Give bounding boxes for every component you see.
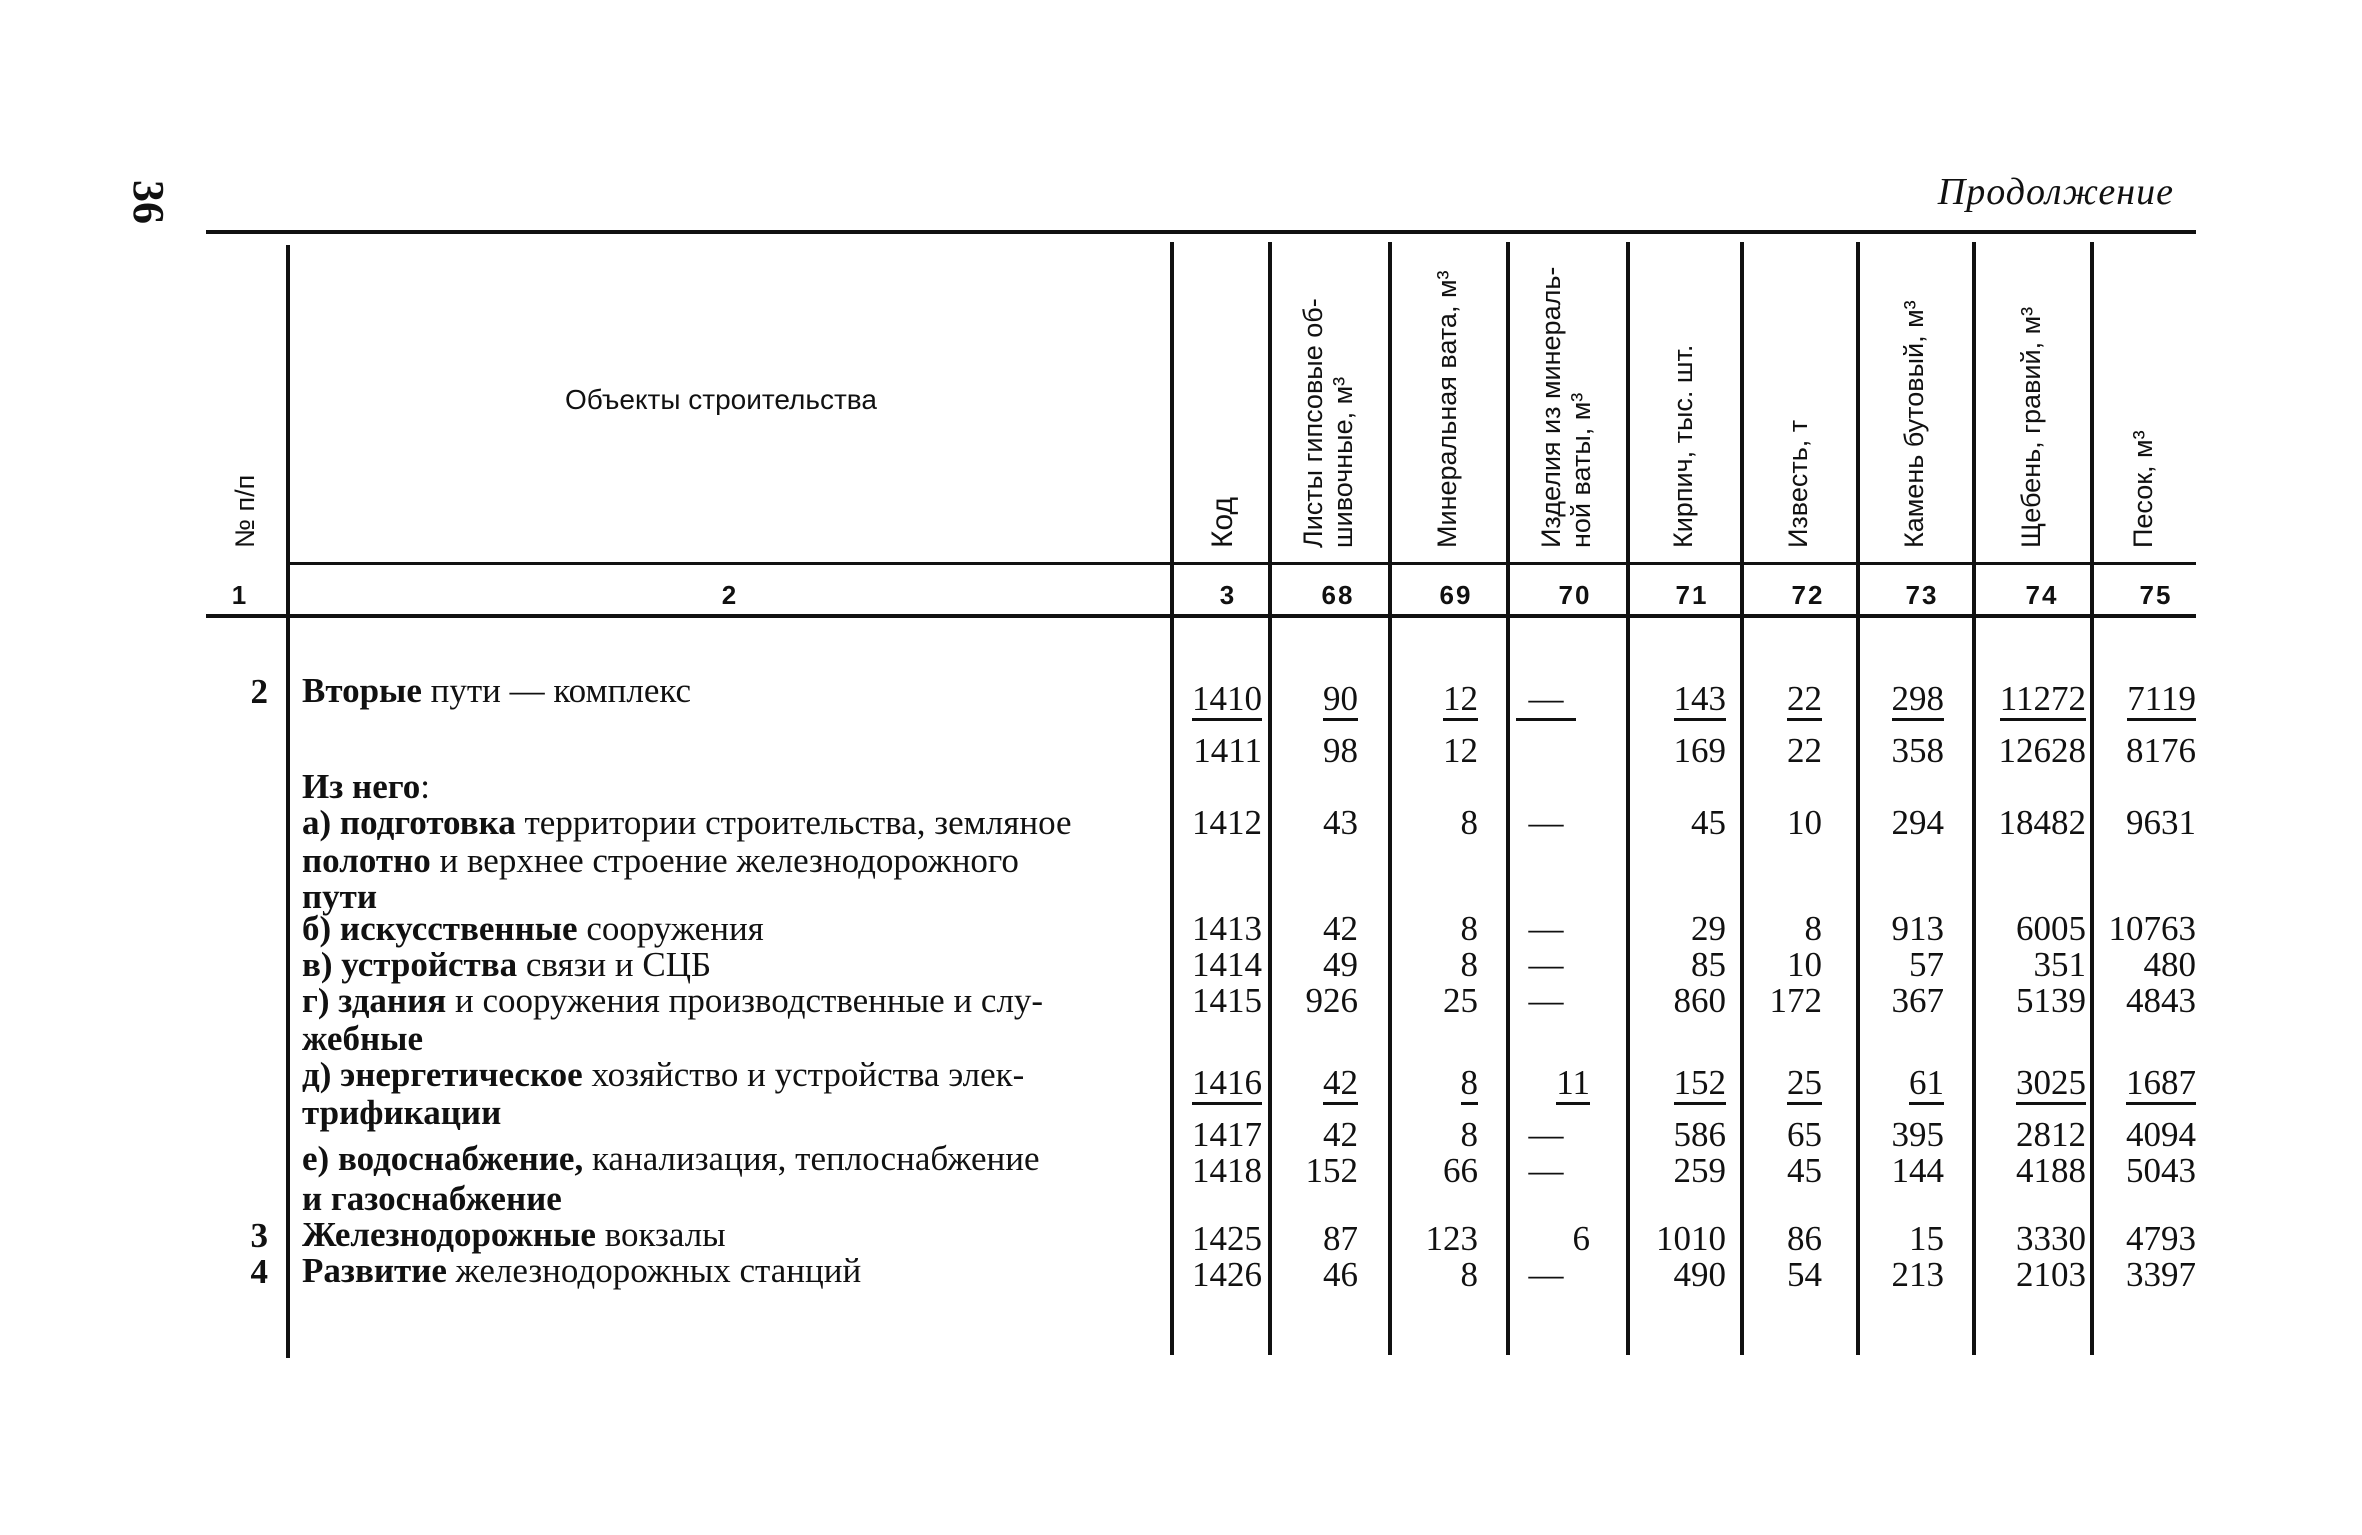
object-label-bold: г) здания bbox=[302, 981, 447, 1020]
header-material-line: Щебень, гравий, м³ bbox=[2016, 306, 2046, 548]
value-cell: 87 bbox=[1323, 1219, 1358, 1258]
value-cell: 8 bbox=[1460, 1255, 1478, 1294]
value-cell: 10 bbox=[1787, 803, 1822, 842]
value-cell: 3330 bbox=[2016, 1219, 2086, 1258]
value-cell: 123 bbox=[1425, 1219, 1478, 1258]
header-material bbox=[1668, 345, 1698, 548]
row-number: 4 bbox=[250, 1252, 268, 1291]
value-cell: 22 bbox=[1787, 731, 1822, 770]
value-cell: 22 bbox=[1787, 680, 1822, 721]
value-cell: 2812 bbox=[2016, 1115, 2086, 1154]
column-divider bbox=[1856, 242, 1860, 1355]
object-label-bold: жебные bbox=[302, 1019, 423, 1058]
value-cell: 913 bbox=[1891, 909, 1944, 948]
value-cell: 8 bbox=[1460, 1115, 1478, 1154]
header-material bbox=[1432, 270, 1462, 548]
value-cell: 294 bbox=[1891, 803, 1944, 842]
header-material-line: ной ваты, м³ bbox=[1566, 392, 1596, 548]
value-cell: 8 bbox=[1461, 1064, 1479, 1105]
value-cell: — bbox=[1528, 909, 1564, 948]
value-cell: 5043 bbox=[2126, 1151, 2196, 1190]
object-label-rest: : bbox=[420, 767, 430, 806]
value-cell: 12 bbox=[1443, 731, 1478, 770]
value-cell: 926 bbox=[1305, 981, 1358, 1020]
header-material-line: шивочные, м³ bbox=[1328, 376, 1358, 548]
value-cell: — bbox=[1528, 945, 1564, 984]
column-number: 2 bbox=[721, 580, 739, 610]
header-material-line: Минеральная вата, м³ bbox=[1432, 270, 1462, 548]
header-material bbox=[1298, 298, 1358, 548]
header-material bbox=[1783, 420, 1813, 548]
value-cell: 152 bbox=[1674, 1064, 1727, 1105]
object-label bbox=[302, 768, 430, 805]
value-cell: 490 bbox=[1673, 1255, 1726, 1294]
object-label-bold: д) энергетическое bbox=[302, 1055, 583, 1094]
value-cell: 85 bbox=[1691, 945, 1726, 984]
value-cell: 1010 bbox=[1656, 1219, 1726, 1258]
header-code: Код bbox=[1206, 496, 1239, 548]
value-cell: 3397 bbox=[2126, 1255, 2196, 1294]
object-label-bold: полотно bbox=[302, 841, 431, 880]
object-label-bold: Вторые bbox=[302, 671, 422, 710]
header-material-line: Камень бутовый, м³ bbox=[1899, 300, 1929, 548]
header-material-line: Песок, м³ bbox=[2128, 430, 2158, 548]
column-divider bbox=[1626, 242, 1630, 1355]
object-label-bold: е) водоснабжение, bbox=[302, 1139, 584, 1178]
column-divider bbox=[2090, 242, 2094, 1355]
value-cell: 11272 bbox=[2000, 680, 2086, 721]
column-divider bbox=[1268, 242, 1272, 1355]
value-cell: 586 bbox=[1673, 1115, 1726, 1154]
column-divider bbox=[1740, 242, 1744, 1355]
value-cell: 213 bbox=[1891, 1255, 1944, 1294]
column-numbers-rule bbox=[206, 614, 2196, 618]
header-bottom-rule bbox=[288, 562, 2196, 565]
value-cell: 12628 bbox=[1998, 731, 2086, 770]
value-cell: 4843 bbox=[2126, 981, 2196, 1020]
header-row-number: № п/п bbox=[230, 474, 260, 548]
object-label bbox=[302, 1094, 501, 1131]
value-cell: 4188 bbox=[2016, 1151, 2086, 1190]
value-cell: — bbox=[1528, 1115, 1564, 1154]
value-cell: 8176 bbox=[2126, 731, 2196, 770]
page-number: 36 bbox=[124, 180, 173, 224]
value-cell: 6 bbox=[1572, 1219, 1590, 1258]
value-cell: 43 bbox=[1323, 803, 1358, 842]
column-divider bbox=[1972, 242, 1976, 1355]
value-cell: 144 bbox=[1891, 1151, 1944, 1190]
object-label-rest: и сооружения производственные и слу- bbox=[446, 981, 1044, 1020]
value-cell: 25 bbox=[1443, 981, 1478, 1020]
object-label-bold: Развитие bbox=[302, 1251, 447, 1290]
table-top-rule bbox=[206, 230, 2196, 234]
column-number: 3 bbox=[1219, 580, 1237, 610]
object-label-bold: и газоснабжение bbox=[302, 1179, 562, 1218]
header-material-line: Известь, т bbox=[1783, 419, 1813, 548]
object-label-bold: трификации bbox=[302, 1093, 502, 1132]
header-material-line: Кирпич, тыс. шт. bbox=[1668, 344, 1698, 548]
value-cell: 298 bbox=[1892, 680, 1945, 721]
value-cell: 1687 bbox=[2126, 1064, 2196, 1105]
object-label-bold: пути bbox=[302, 877, 378, 916]
value-cell: 45 bbox=[1691, 803, 1726, 842]
header-material bbox=[1536, 267, 1596, 548]
value-cell: — bbox=[1516, 680, 1576, 721]
value-cell: 86 bbox=[1787, 1219, 1822, 1258]
value-cell: 4793 bbox=[2126, 1219, 2196, 1258]
value-cell: 10763 bbox=[2108, 909, 2196, 948]
value-cell: 480 bbox=[2143, 945, 2196, 984]
value-cell: 860 bbox=[1673, 981, 1726, 1020]
code-cell: 1410 bbox=[1192, 680, 1262, 721]
column-number: 71 bbox=[1675, 580, 1709, 610]
object-label-bold: а) подготовка bbox=[302, 803, 516, 842]
code-cell: 1413 bbox=[1192, 909, 1262, 948]
code-cell: 1426 bbox=[1192, 1255, 1262, 1294]
object-label-bold: в) устройства bbox=[302, 945, 518, 984]
column-number: 74 bbox=[2025, 580, 2059, 610]
value-cell: 172 bbox=[1769, 981, 1822, 1020]
column-number: 1 bbox=[231, 580, 249, 610]
object-label bbox=[302, 1252, 861, 1289]
object-label bbox=[302, 910, 764, 947]
value-cell: 9631 bbox=[2126, 803, 2196, 842]
object-label-rest: связи и СЦБ bbox=[517, 945, 712, 984]
value-cell: 46 bbox=[1323, 1255, 1358, 1294]
object-label-bold: Из него bbox=[302, 767, 421, 806]
object-label bbox=[302, 946, 711, 983]
column-number: 70 bbox=[1558, 580, 1592, 610]
column-number: 75 bbox=[2139, 580, 2173, 610]
header-material-line: Изделия из минераль- bbox=[1536, 266, 1566, 548]
code-cell: 1425 bbox=[1192, 1219, 1262, 1258]
object-label-bold: б) искусственные bbox=[302, 909, 578, 948]
code-cell: 1416 bbox=[1192, 1064, 1262, 1105]
value-cell: 367 bbox=[1891, 981, 1944, 1020]
value-cell: 42 bbox=[1323, 909, 1358, 948]
value-cell: 98 bbox=[1323, 731, 1358, 770]
value-cell: 152 bbox=[1305, 1151, 1358, 1190]
value-cell: 66 bbox=[1443, 1151, 1478, 1190]
object-label bbox=[302, 982, 1043, 1019]
value-cell: 18482 bbox=[1998, 803, 2086, 842]
value-cell: 358 bbox=[1891, 731, 1944, 770]
column-number: 69 bbox=[1439, 580, 1473, 610]
object-label-rest: и верхнее строение железнодорожного bbox=[430, 841, 1019, 880]
value-cell: — bbox=[1528, 1151, 1564, 1190]
value-cell: — bbox=[1528, 981, 1564, 1020]
value-cell: 12 bbox=[1443, 680, 1478, 721]
column-divider bbox=[1170, 242, 1174, 1355]
code-cell: 1415 bbox=[1192, 981, 1262, 1020]
value-cell: 57 bbox=[1909, 945, 1944, 984]
column-divider bbox=[286, 245, 290, 1358]
column-divider bbox=[1506, 242, 1510, 1355]
value-cell: 90 bbox=[1323, 680, 1358, 721]
value-cell: 10 bbox=[1787, 945, 1822, 984]
value-cell: 6005 bbox=[2016, 909, 2086, 948]
continuation-label: Продолжение bbox=[1937, 171, 2174, 213]
value-cell: 169 bbox=[1673, 731, 1726, 770]
object-label bbox=[302, 1020, 423, 1057]
column-divider bbox=[1388, 242, 1392, 1355]
row-number: 2 bbox=[250, 672, 268, 711]
value-cell: 7119 bbox=[2127, 680, 2196, 721]
value-cell: 42 bbox=[1323, 1064, 1358, 1105]
column-number: 73 bbox=[1905, 580, 1939, 610]
value-cell: 8 bbox=[1804, 909, 1822, 948]
value-cell: 8 bbox=[1460, 945, 1478, 984]
object-label-rest: пути — комплекс bbox=[421, 671, 692, 710]
object-label bbox=[302, 672, 691, 709]
object-label bbox=[302, 1140, 1040, 1177]
object-label-rest: железнодорожных станций bbox=[446, 1251, 862, 1290]
header-material bbox=[2016, 307, 2046, 548]
column-number: 72 bbox=[1791, 580, 1825, 610]
value-cell: 54 bbox=[1787, 1255, 1822, 1294]
header-material-line: Листы гипсовые об- bbox=[1298, 298, 1328, 548]
object-label-rest: хозяйство и устройства элек- bbox=[582, 1055, 1025, 1094]
value-cell: 29 bbox=[1691, 909, 1726, 948]
code-cell: 1411 bbox=[1193, 731, 1262, 770]
value-cell: 351 bbox=[2033, 945, 2086, 984]
value-cell: 395 bbox=[1891, 1115, 1944, 1154]
object-label bbox=[302, 1056, 1024, 1093]
value-cell: 259 bbox=[1673, 1151, 1726, 1190]
header-material bbox=[1899, 300, 1929, 548]
object-label bbox=[302, 1216, 726, 1253]
header-object: Объекты строительства bbox=[565, 384, 877, 415]
value-cell: 15 bbox=[1909, 1219, 1944, 1258]
object-label bbox=[302, 842, 1019, 879]
value-cell: 25 bbox=[1787, 1064, 1822, 1105]
header-material bbox=[2128, 430, 2158, 548]
object-label-rest: территории строительства, земляное bbox=[515, 803, 1072, 842]
object-label bbox=[302, 804, 1072, 841]
code-cell: 1417 bbox=[1192, 1115, 1262, 1154]
value-cell: 2103 bbox=[2016, 1255, 2086, 1294]
code-cell: 1412 bbox=[1192, 803, 1262, 842]
value-cell: 49 bbox=[1323, 945, 1358, 984]
value-cell: — bbox=[1528, 803, 1564, 842]
object-label-rest: сооружения bbox=[577, 909, 764, 948]
object-label bbox=[302, 1180, 562, 1217]
value-cell: 8 bbox=[1460, 909, 1478, 948]
value-cell: 42 bbox=[1323, 1115, 1358, 1154]
column-number: 68 bbox=[1321, 580, 1355, 610]
object-label-rest: вокзалы bbox=[595, 1215, 726, 1254]
value-cell: 61 bbox=[1909, 1064, 1944, 1105]
value-cell: 3025 bbox=[2016, 1064, 2086, 1105]
value-cell: 143 bbox=[1674, 680, 1727, 721]
value-cell: 45 bbox=[1787, 1151, 1822, 1190]
code-cell: 1418 bbox=[1192, 1151, 1262, 1190]
value-cell: 5139 bbox=[2016, 981, 2086, 1020]
object-label-rest: канализация, теплоснабжение bbox=[583, 1139, 1040, 1178]
value-cell: 65 bbox=[1787, 1115, 1822, 1154]
value-cell: — bbox=[1528, 1255, 1564, 1294]
value-cell: 11 bbox=[1556, 1064, 1590, 1105]
code-cell: 1414 bbox=[1192, 945, 1262, 984]
value-cell: 8 bbox=[1460, 803, 1478, 842]
row-number: 3 bbox=[250, 1216, 268, 1255]
object-label-bold: Железнодорожные bbox=[302, 1215, 596, 1254]
value-cell: 4094 bbox=[2126, 1115, 2196, 1154]
